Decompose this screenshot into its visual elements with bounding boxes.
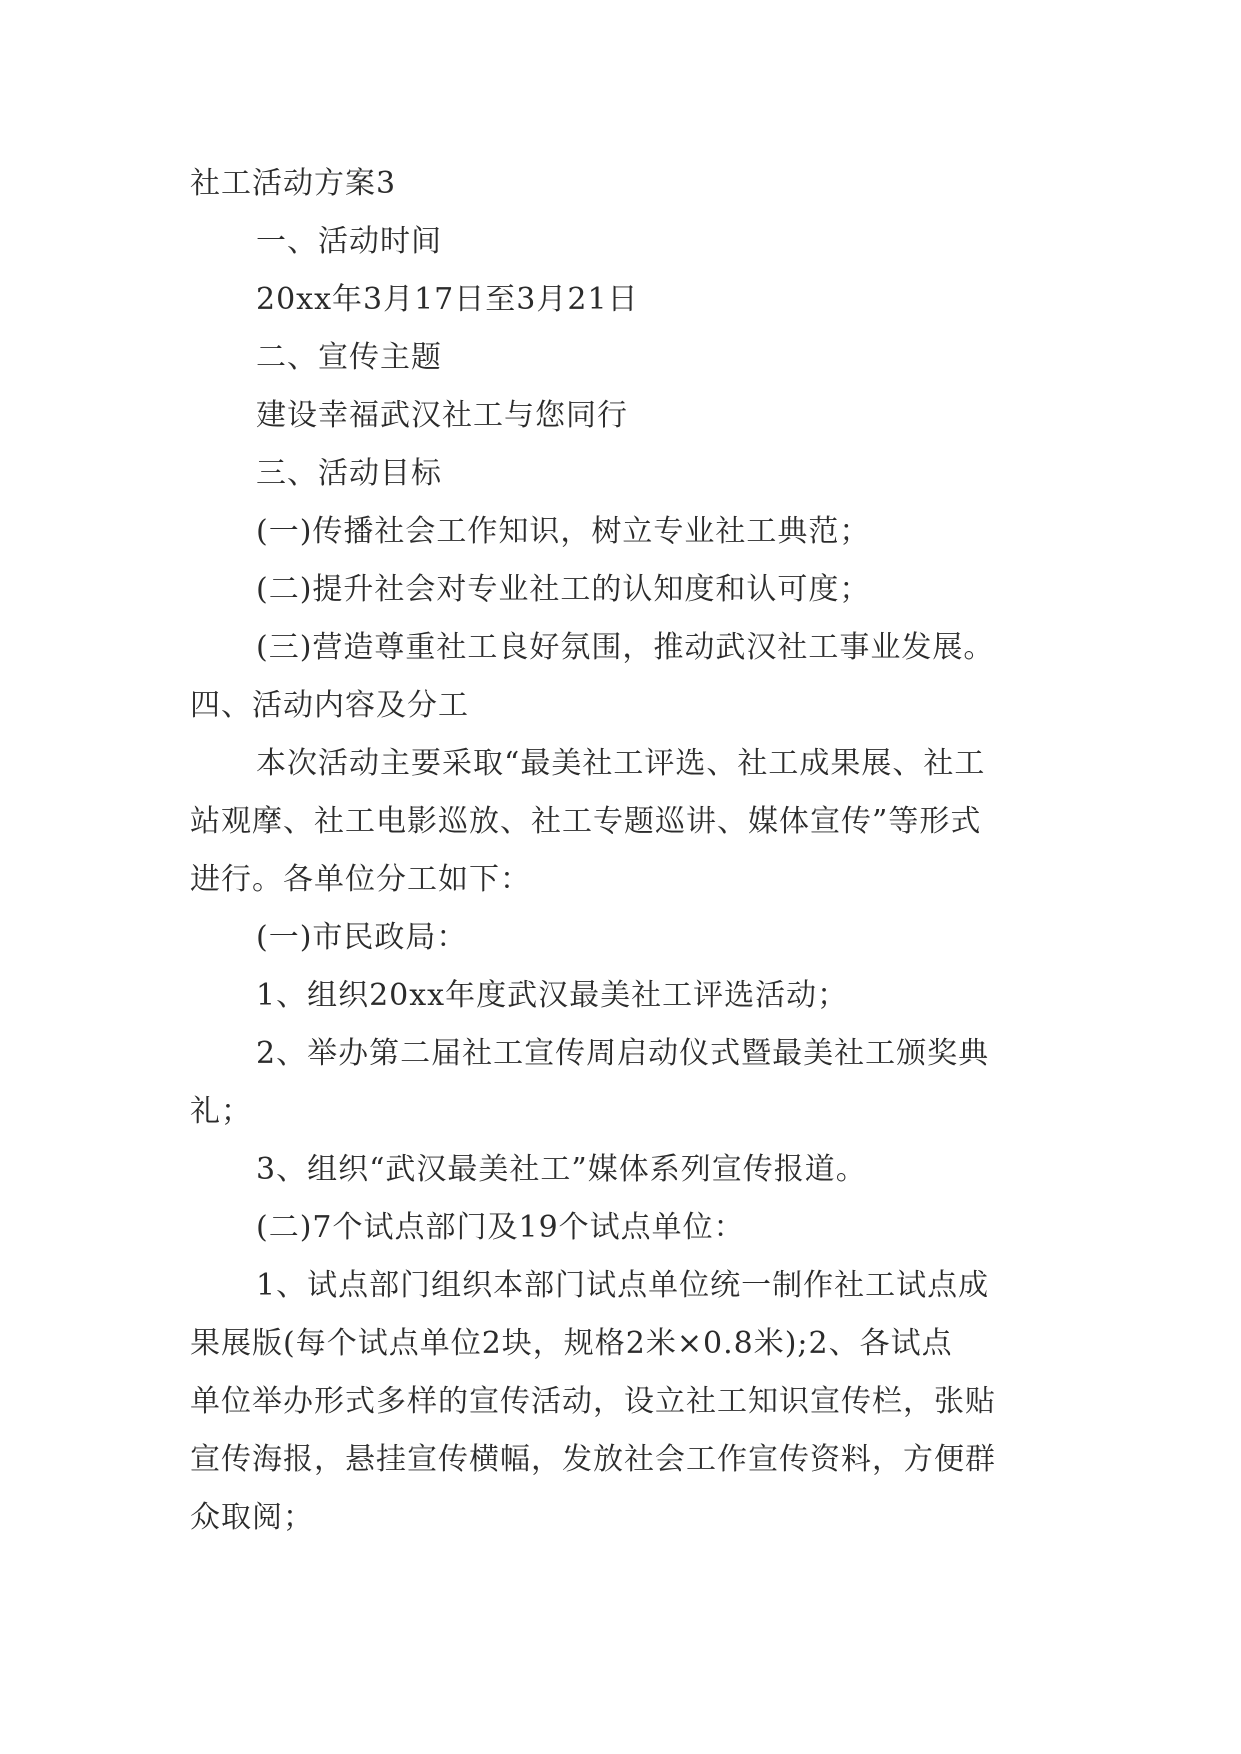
paragraph-line: 单位举办形式多样的宣传活动，设立社工知识宣传栏，张贴	[190, 1384, 996, 1419]
paragraph-line: 建设幸福武汉社工与您同行	[256, 398, 628, 433]
list-item: 3、组织“武汉最美社工”媒体系列宣传报道。	[256, 1152, 867, 1187]
section-heading: 四、活动内容及分工	[190, 688, 469, 723]
list-item: 1、组织20xx年度武汉最美社工评选活动；	[256, 978, 849, 1013]
section-heading: 三、活动目标	[256, 456, 442, 491]
subsection-heading: (一)市民政局：	[256, 920, 468, 955]
paragraph-line: 果展版(每个试点单位2块，规格2米×0.8米);2、各试点	[190, 1326, 953, 1361]
paragraph-line: 礼；	[190, 1094, 252, 1129]
paragraph-line: 20xx年3月17日至3月21日	[256, 282, 639, 317]
paragraph-line: 众取阅；	[190, 1500, 314, 1535]
document-body	[190, 155, 1060, 1547]
paragraph-line: 站观摩、社工电影巡放、社工专题巡讲、媒体宣传”等形式	[190, 804, 982, 839]
paragraph-line: 宣传海报，悬挂宣传横幅，发放社会工作宣传资料，方便群	[190, 1442, 996, 1477]
list-item: (二)提升社会对专业社工的认知度和认可度；	[256, 572, 871, 607]
list-item: (三)营造尊重社工良好氛围，推动武汉社工事业发展。	[256, 630, 995, 665]
paragraph-line: 本次活动主要采取“最美社工评选、社工成果展、社工	[256, 746, 986, 781]
list-item: 1、试点部门组织本部门试点单位统一制作社工试点成	[256, 1268, 990, 1303]
section-heading: 一、活动时间	[256, 224, 442, 259]
list-item: (一)传播社会工作知识，树立专业社工典范；	[256, 514, 871, 549]
section-heading: 二、宣传主题	[256, 340, 442, 375]
list-item: 2、举办第二届社工宣传周启动仪式暨最美社工颁奖典	[256, 1036, 990, 1071]
document-title: 社工活动方案3	[190, 166, 397, 201]
paragraph-line: 进行。各单位分工如下：	[190, 862, 531, 897]
subsection-heading: (二)7个试点部门及19个试点单位：	[256, 1210, 745, 1245]
